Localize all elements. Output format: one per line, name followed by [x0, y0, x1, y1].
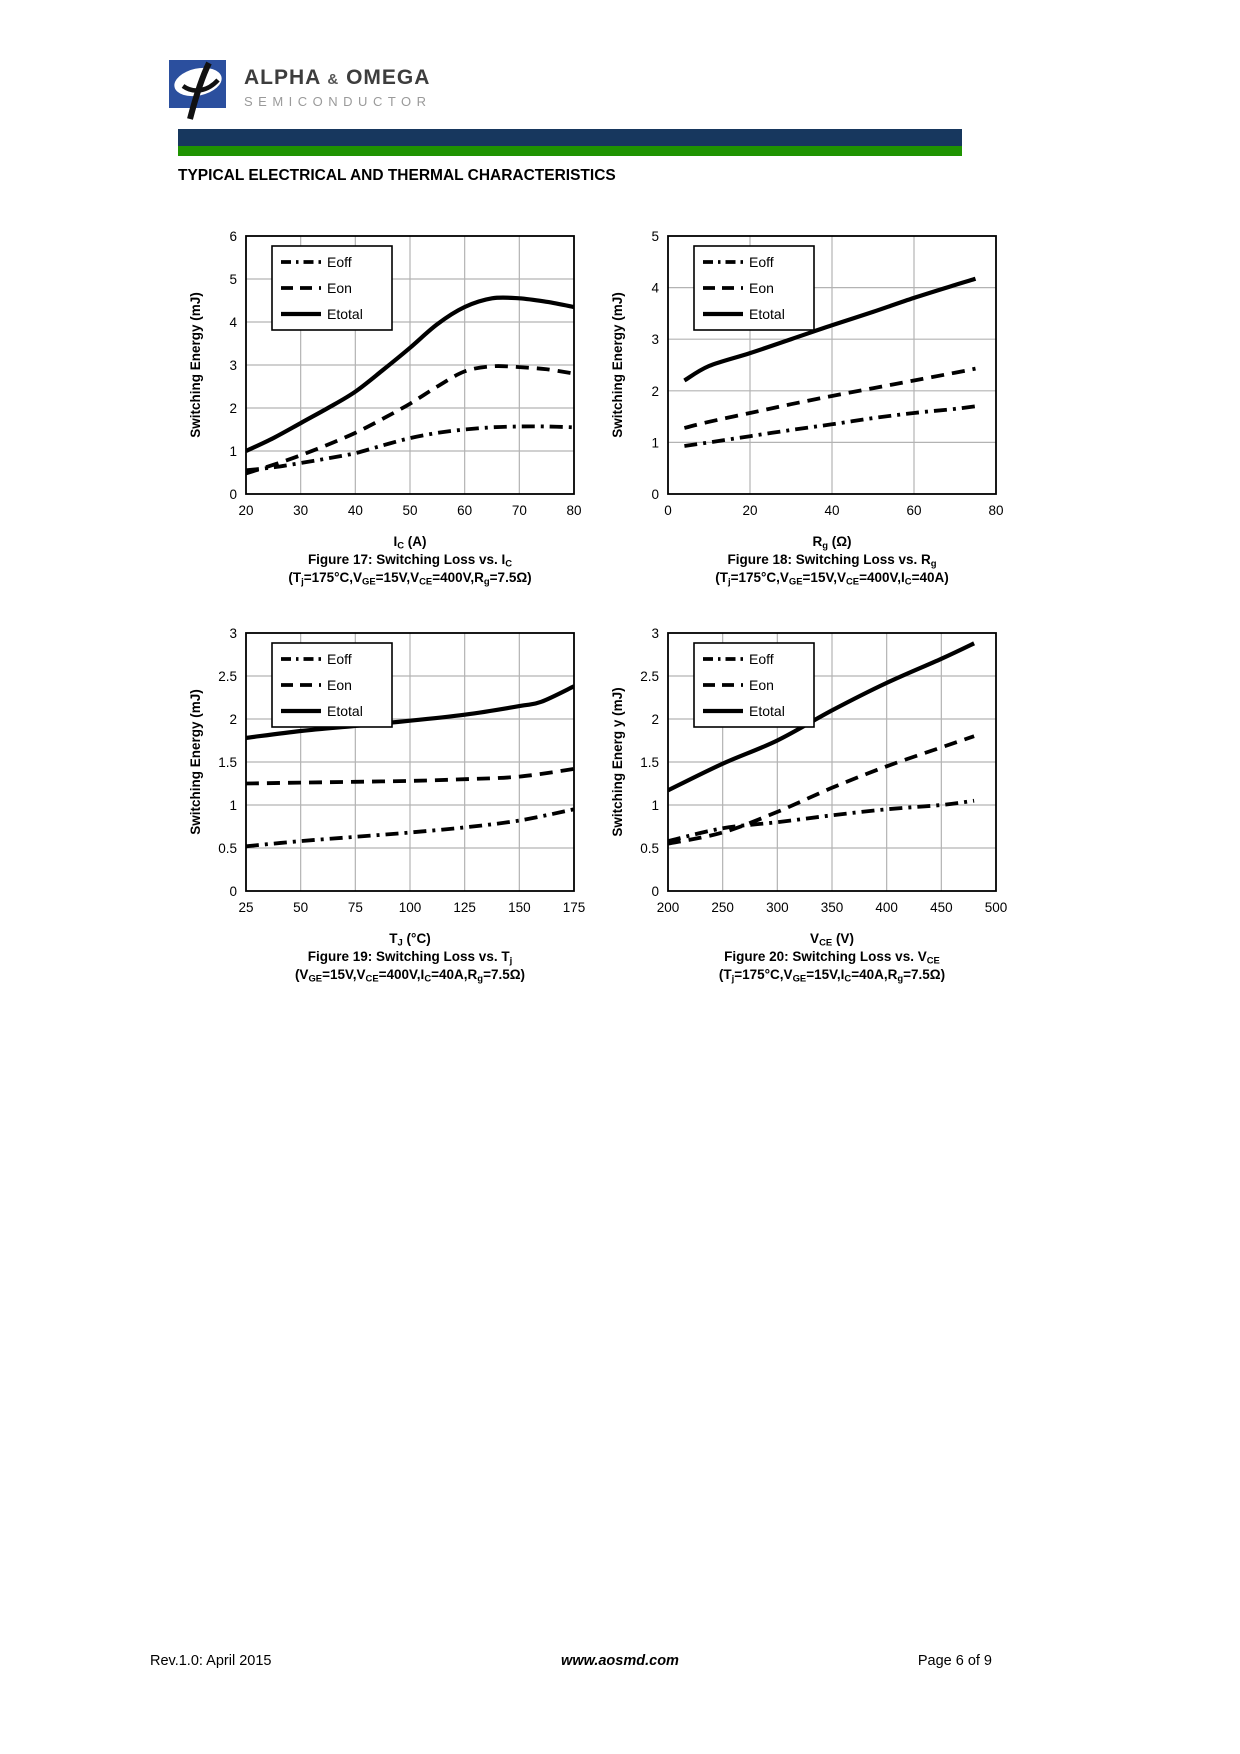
legend-label-Eoff: Eoff [749, 651, 774, 667]
brand-subtitle: SEMICONDUCTOR [244, 94, 432, 109]
x-tick-label: 400 [875, 900, 898, 915]
x-tick-label: 500 [984, 900, 1008, 915]
y-tick-label: 2.5 [218, 669, 237, 684]
header [168, 58, 432, 122]
series-Eon [668, 736, 974, 844]
x-tick-label: 50 [402, 503, 418, 518]
y-tick-label: 0 [229, 884, 237, 899]
y-tick-label: 3 [651, 332, 659, 348]
footer-page-number: Page 6 of 9 [917, 1653, 992, 1669]
x-tick-label: 70 [511, 503, 527, 518]
x-tick-label: 60 [906, 503, 922, 518]
x-tick-label: 0 [664, 503, 672, 518]
figure-20-block [608, 623, 1028, 984]
y-tick-label: 1.5 [640, 755, 659, 770]
y-tick-label: 0.5 [640, 841, 659, 856]
figure-19-block [186, 623, 606, 984]
figure-20-caption: Figure 20: Switching Loss vs. $V_{CE}$ [724, 949, 940, 967]
figure-18-conditions: $(T_j=175^\circ C,V_{GE}=15V,V_{CE}=400V,I_C=40A)$ [715, 570, 949, 588]
y-tick-label: 5 [651, 229, 659, 244]
y-tick-label: 0.5 [218, 841, 237, 856]
figure-17-block [186, 226, 606, 587]
legend-label-Eoff: Eoff [327, 254, 352, 270]
legend-label-Eon: Eon [749, 280, 774, 296]
figure-18-caption: Figure 18: Switching Loss vs. $R_g$ [727, 552, 937, 570]
y-axis-title: Switching Energ y (mJ) [610, 687, 625, 837]
figure-17-caption: Figure 17: Switching Loss vs. $I_C$ [307, 552, 513, 570]
x-tick-label: 80 [988, 503, 1004, 518]
legend [694, 246, 814, 330]
x-tick-label: 175 [562, 900, 586, 915]
figure-19-conditions: $(V_{GE}=15V,V_{CE}=400V,I_C=40A,R_g=7.5\Omega)$ [294, 967, 526, 985]
y-tick-label: 6 [229, 229, 237, 244]
figure-18-block [608, 226, 1028, 587]
y-tick-label: 4 [651, 280, 659, 296]
x-tick-label: 200 [656, 900, 680, 915]
x-tick-label: 150 [508, 900, 531, 915]
y-tick-label: 2.5 [640, 669, 659, 684]
figure-19-caption: Figure 19: Switching Loss vs. $T_j$ [307, 949, 513, 967]
figure-20-x-axis-title: $V_{CE}$ (V) [810, 931, 854, 949]
aos-logo [168, 58, 228, 122]
x-tick-label: 30 [293, 503, 309, 518]
brand-word-alpha: ALPHA [244, 66, 321, 89]
y-tick-label: 1 [651, 798, 659, 813]
page-title: TYPICAL ELECTRICAL AND THERMAL CHARACTERISTICS [178, 167, 616, 184]
figure-17-plot [186, 226, 586, 528]
x-tick-label: 40 [347, 503, 363, 518]
y-axis-title: Switching Energy (mJ) [188, 689, 203, 835]
y-axis-title: Switching Energy (mJ) [610, 292, 625, 438]
legend [272, 643, 392, 727]
y-tick-label: 4 [229, 315, 237, 330]
x-tick-label: 50 [293, 900, 309, 915]
legend [694, 643, 814, 727]
footer [0, 1653, 1240, 1675]
x-tick-label: 450 [930, 900, 953, 915]
y-tick-label: 3 [229, 358, 237, 373]
series-Eoff [684, 406, 975, 446]
y-tick-label: 1 [229, 798, 237, 813]
figure-20-plot [608, 623, 1008, 925]
x-tick-label: 250 [711, 900, 734, 915]
x-tick-label: 80 [566, 503, 582, 518]
x-tick-label: 20 [742, 503, 758, 518]
x-tick-label: 25 [238, 900, 254, 915]
x-tick-label: 125 [453, 900, 476, 915]
brand-ampersand: & [327, 71, 340, 88]
y-tick-label: 5 [229, 272, 237, 287]
accent-bar-green [178, 146, 962, 156]
legend-label-Eon: Eon [327, 677, 352, 693]
figure-17-conditions: $(T_j=175^\circ C,V_{GE}=15V,V_{CE}=400V,R_g=7.5\Omega)$ [288, 570, 532, 588]
legend-label-Etotal: Etotal [327, 306, 363, 322]
y-tick-label: 0 [651, 487, 659, 502]
x-tick-label: 40 [824, 503, 840, 518]
footer-website[interactable]: www.aosmd.com [561, 1653, 679, 1669]
y-tick-label: 2 [229, 712, 237, 727]
footer-revision: Rev.1.0: April 2015 [150, 1653, 272, 1669]
y-tick-label: 2 [651, 383, 659, 399]
y-tick-label: 1.5 [218, 755, 237, 770]
legend-label-Eon: Eon [749, 677, 774, 693]
y-tick-label: 2 [229, 401, 237, 416]
figure-18-x-axis-title: $R_g$ (Ω) [812, 534, 852, 552]
brand-name-top [244, 66, 432, 90]
legend-label-Eoff: Eoff [749, 254, 774, 270]
y-tick-label: 1 [651, 435, 659, 451]
y-tick-label: 3 [651, 626, 659, 641]
y-axis-title: Switching Energy (mJ) [188, 292, 203, 438]
y-tick-label: 1 [229, 444, 237, 459]
figure-17-x-axis-title: $I_C$ (A) [393, 534, 427, 552]
legend [272, 246, 392, 330]
x-tick-label: 75 [347, 900, 363, 915]
y-tick-label: 3 [229, 626, 237, 641]
legend-label-Eoff: Eoff [327, 651, 352, 667]
legend-label-Eon: Eon [327, 280, 352, 296]
brand-name [244, 58, 432, 109]
y-tick-label: 2 [651, 712, 659, 727]
x-tick-label: 60 [457, 503, 473, 518]
x-tick-label: 20 [238, 503, 254, 518]
accent-bar-blue [178, 129, 962, 146]
charts-grid [186, 226, 1034, 984]
y-tick-label: 0 [229, 487, 237, 502]
figure-19-plot [186, 623, 586, 925]
x-tick-label: 100 [398, 900, 422, 915]
legend-label-Etotal: Etotal [749, 703, 785, 719]
brand-word-omega: OMEGA [346, 66, 431, 89]
series-Eon [684, 369, 975, 428]
x-tick-label: 350 [820, 900, 844, 915]
legend-label-Etotal: Etotal [327, 703, 363, 719]
y-tick-label: 0 [651, 884, 659, 899]
legend-label-Etotal: Etotal [749, 306, 785, 322]
figure-20-conditions: $(T_j=175^\circ C,V_{GE}=15V,I_C=40A,R_g=7.5\Omega)$ [718, 967, 946, 985]
figure-18-plot [608, 226, 1008, 528]
figure-19-x-axis-title: $T_J$ (°C) [389, 931, 431, 949]
x-tick-label: 300 [766, 900, 789, 915]
